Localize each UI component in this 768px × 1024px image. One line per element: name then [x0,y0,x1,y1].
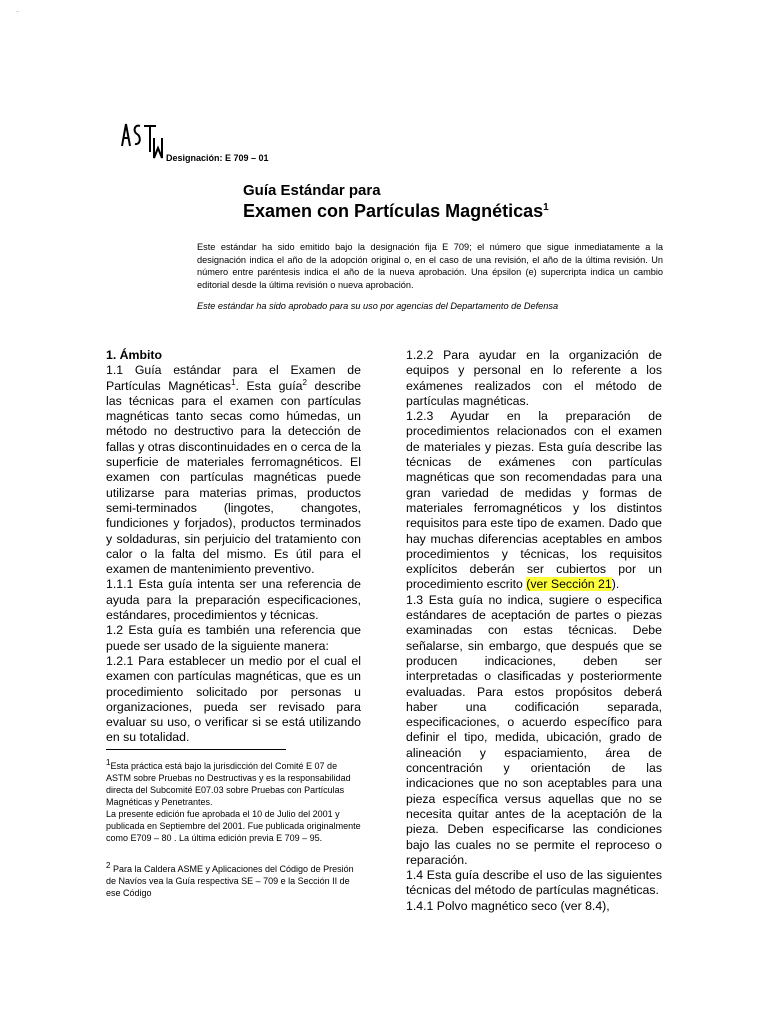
title-text: Examen con Partículas Magnéticas [243,201,544,221]
paragraph-1-1: 1.1 Guía estándar para el Examen de Partículas Magnéticas$^1$. Esta guía$^2$ describe las técnicas para el examen con partículas magnéticas tanto secas como húmedas, un método no destructivo para la detección de fallas y otras discontinuidades en o cerca de la superficie de materiales ferromagnéticos. El examen con partículas magnéticas puede utilizarse para materias primas, productos semi-terminados (lingotes, changotes, fundiciones y forjados), productos terminados y soldaduras, sin perjuicio del tratamiento con calor o la falta del mismo. Es útil para el examen de mantenimiento preventivo. [106,363,361,577]
intro-paragraph: Este estándar ha sido emitido bajo la designación fija E 709; el número que sigue inmediatamente a la designación indica el año de la adopción original o, en el caso de una revisión, el año de la última revisión. Un número entre paréntesis indica el año de la nueva aprobación. Una épsilon (e) supercripta indica un cambio editorial desde la última revisión o nueva aprobación. [197,242,663,290]
approval-note: Este estándar ha sido aprobado para su uso por agencias del Departamento de Defensa [197,301,559,311]
left-column [106,348,361,746]
footnote-1-continued: La presente edición fue aprobada el 10 de Julio del 2001 y publicada en Septiembre del 2001. Fue publicada originalmente como E709 – 80 . La última edición previa E 709 – 95. [106,809,361,843]
document-title-line2 [243,201,549,222]
title-footnote-mark: 1 [543,202,549,213]
footnote-2: $^2$ Para la Caldera ASME y Aplicaciones del Código de Presión de Navíos vea la Guía respectiva SE – 709 e la Sección II de ese Código [106,861,354,898]
paragraph-1-4-1: 1.4.1 Polvo magnético seco (ver 8.4), [406,898,610,913]
paragraph-1-1-1: 1.1.1 Esta guía intenta ser una referencia de ayuda para la preparación especificaciones, estándares, procedimientos y técnicas. [106,577,361,623]
paragraph-1-2-3: 1.2.3 Ayudar en la preparación de procedimientos relacionados con el examen de materiales y piezas. Esta guía describe las técnicas de exámenes con partículas magnéticas que son recomendadas para una gran variedad de medidas y formas de materiales ferromagnéticos y los distintos requisitos para este tipo de examen. Dado que hay muchas diferencias aceptables en ambos procedimientos y técnicas, los requisitos explícitos deberán ser cubiertos por un procedimiento escrito (ver Sección 21). [406,409,662,592]
paragraph-1-2-2: 1.2.2 Para ayudar en la organización de equipos y personal en lo referente a los exámenes realizados con el método de partículas magnéticas. [406,348,662,408]
paragraph-1-3: 1.3 Esta guía no indica, sugiere o especifica estándares de aceptación de partes o piezas examinadas con estas técnicas. Debe señalarse, sin embargo, que después que se producen indicaciones, deben ser interpretadas o clasificadas y posteriormente evaluadas. Para estos propósitos deberá haber una codificación separada, especificaciones, o acuerdo específico para definir el tipo, medida, ubicación, grado de alineación y espaciamiento, área de concentración y orientación de las indicaciones que no son aceptables para una pieza específica versus aquellas que no se necesita quitar antes de la aceptación de la pieza. Deben especificarse las condiciones bajo las cuales no se permite el reproceso o reparación. [406,592,662,867]
section-heading: 1. Ámbito [106,348,163,362]
astm-logo-icon [16,12,168,164]
footnote-ref-2: 2 [302,377,307,387]
designation-label: Designación: E 709 – 01 [166,153,269,163]
document-title-line1: Guía Estándar para [243,182,381,199]
paragraph-1-2-1: 1.2.1 Para establecer un medio por el cual el examen con partículas magnéticas, que es un procedimiento solicitado por personas u organizaciones, pueda ser revisado para evaluar su uso, o verificar si se está utilizando en su totalidad. [106,653,361,745]
footnote-divider [106,749,286,750]
footnotes [106,757,364,899]
astm-logo-text: ASTM [16,12,19,13]
paragraph-1-2: 1.2 Esta guía es también una referencia que puede ser usado de la siguiente manera: [106,623,361,653]
footnote-ref-1: 1 [231,377,236,387]
paragraph-1-4: 1.4 Esta guía describe el uso de las siguientes técnicas del método de partículas magnéticas. [406,868,662,898]
footnote-1: $^1$Esta práctica está bajo la jurisdicción del Comité E 07 de ASTM sobre Pruebas no Destructivas y es la responsabilidad directa del Subcomité E07.03 sobre Pruebas con Partículas Magnéticas y Penetrantes. [106,758,351,807]
highlighted-reference: (ver Sección 21 [526,577,612,592]
right-column [406,348,662,914]
